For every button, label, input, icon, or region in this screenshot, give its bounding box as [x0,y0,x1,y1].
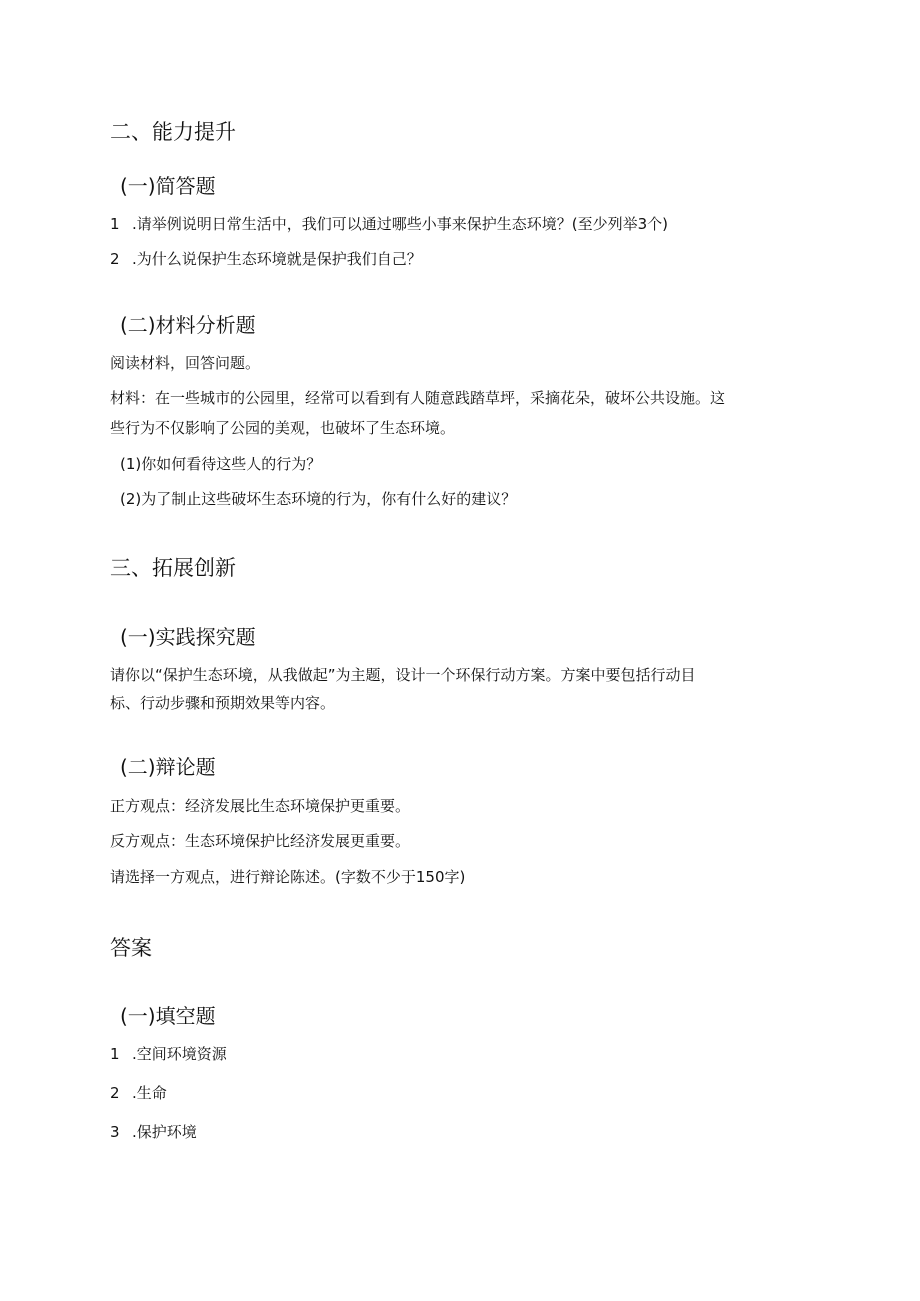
material-text-line-2: 些行为不仅影响了公园的美观，也破坏了生态环境。 [110,419,456,437]
question-2 [110,248,422,269]
practice-text-line-1: 请你以“保护生态环境，从我做起”为主题，设计一个环保行动方案。方案中要包括行动目 [110,666,696,684]
question-number: 1 [110,215,120,233]
answer-1 [110,1043,227,1064]
section-heading-extension: 三、拓展创新 [110,556,236,580]
answer-2 [110,1082,167,1103]
material-text-line-1: 材料：在一些城市的公园里，经常可以看到有人随意践踏草坪，采摘花朵，破坏公共设施。这 [110,389,726,407]
subsection-heading-practice: (一)实践探究题 [120,625,256,649]
debate-con-viewpoint: 反方观点：生态环境保护比经济发展更重要。 [110,832,411,850]
subsection-heading-material-analysis: (二)材料分析题 [120,313,256,337]
debate-instruction: 请选择一方观点，进行辩论陈述。(字数不少于150字) [110,868,466,886]
answer-number: 3 [110,1123,120,1141]
subsection-heading-fill-blank: (一)填空题 [120,1004,216,1028]
question-text: .为什么说保护生态环境就是保护我们自己？ [132,250,422,268]
subsection-heading-short-answer: (一)简答题 [120,174,216,198]
question-text: .请举例说明日常生活中，我们可以通过哪些小事来保护生态环境？(至少列举3个) [132,215,669,233]
section-heading-ability: 二、能力提升 [110,120,236,144]
question-number: 2 [110,250,120,268]
answer-number: 1 [110,1045,120,1063]
debate-pro-viewpoint: 正方观点：经济发展比生态环境保护更重要。 [110,797,411,815]
material-intro: 阅读材料，回答问题。 [110,354,261,372]
answer-text: .空间环境资源 [132,1045,227,1063]
material-question-1: (1)你如何看待这些人的行为？ [120,455,322,473]
material-question-2: (2)为了制止这些破坏生态环境的行为，你有什么好的建议？ [120,490,517,508]
question-1 [110,213,668,234]
answer-3 [110,1121,197,1142]
answer-text: .生命 [132,1084,167,1102]
answer-number: 2 [110,1084,120,1102]
answer-text: .保护环境 [132,1123,197,1141]
practice-text-line-2: 标、行动步骤和预期效果等内容。 [110,694,336,712]
subsection-heading-debate: (二)辩论题 [120,755,216,779]
answers-heading: 答案 [110,936,152,960]
